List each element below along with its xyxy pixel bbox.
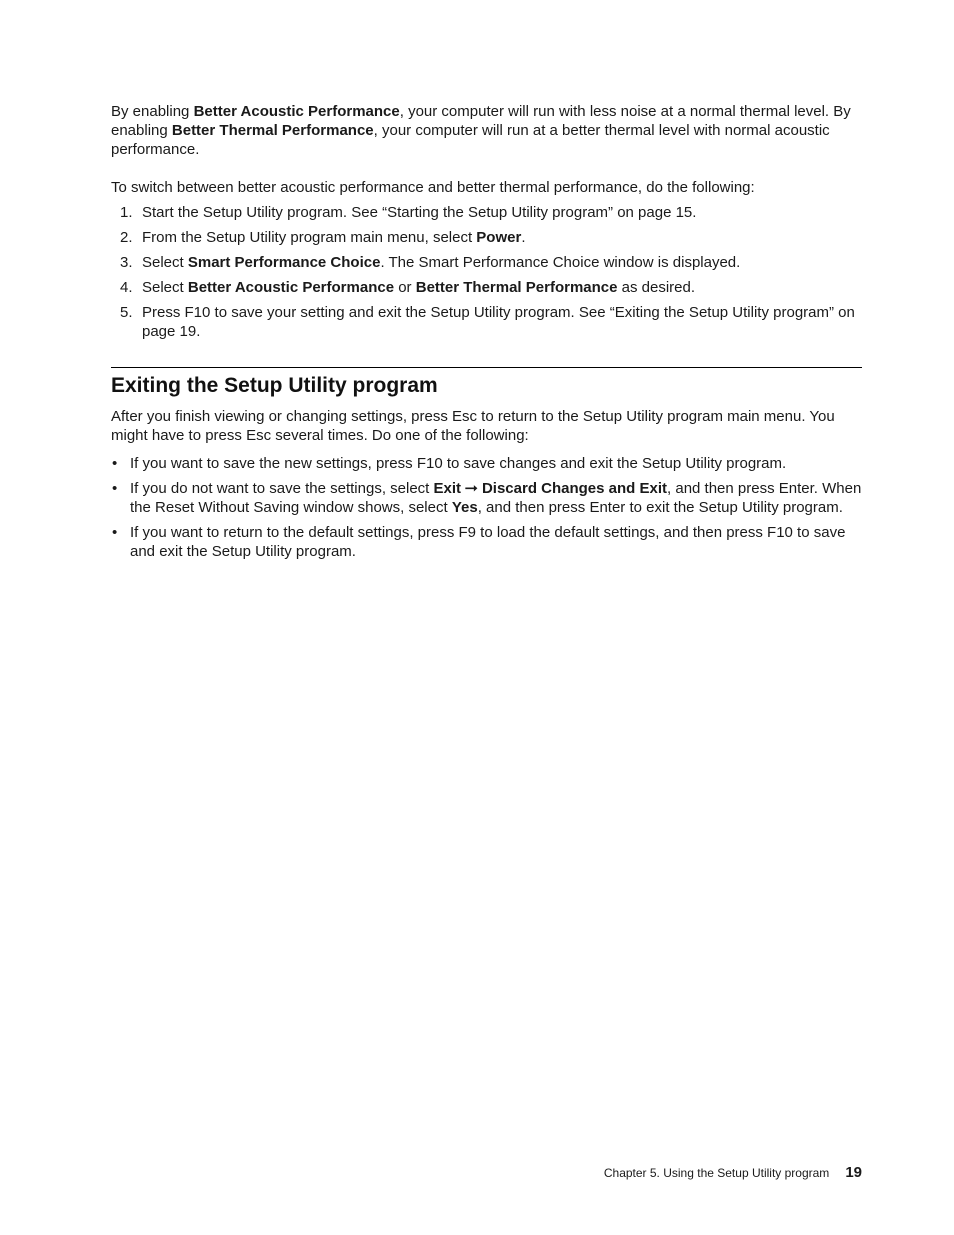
text-run: , and then press Enter to exit the Setup Utility program. [477,499,843,516]
section-divider [111,367,862,368]
step-number: 3. [120,254,133,271]
procedure-intro: To switch between better acoustic performance and better thermal performance, do the following: [111,179,755,196]
step-number: 4. [120,279,133,296]
section-paragraph: After you finish viewing or changing settings, press Esc to return to the Setup Utility program main menu. You might have to press Esc several times. Do one of the following: [111,408,835,444]
bold-term: Smart Performance Choice [187,254,381,271]
text-run: Select [142,279,188,296]
bold-term: Yes [451,499,478,516]
text-run: Start the Setup Utility program. See “Starting the Setup Utility program” on page 15. [142,204,697,221]
bold-term: Better Thermal Performance [171,122,374,139]
text-run: If you want to save the new settings, press F10 to save changes and exit the Setup Utility program. [130,455,787,472]
bullets-list [111,454,862,561]
page-content [111,102,862,567]
text-run: as desired. [617,279,696,296]
step-number: 5. [120,304,133,321]
text-run: If you do not want to save the settings, select [130,480,434,497]
intro-paragraph [111,102,862,159]
list-item [111,253,862,272]
list-item [111,303,862,341]
bullet-icon: • [112,524,118,541]
bullet-icon: • [112,455,118,472]
bold-term: Discard Changes and Exit [481,480,668,497]
step-number: 1. [120,204,133,221]
bold-term: Better Thermal Performance [415,279,618,296]
page-number: 19 [845,1164,862,1181]
bold-term: Exit [433,480,462,497]
list-item [111,228,862,247]
bold-term: Better Acoustic Performance [193,103,400,120]
text-run: From the Setup Utility program main menu, select [142,229,477,246]
list-item [111,523,862,561]
text-run: If you want to return to the default settings, press F9 to load the default settings, and then press F10 to save and exit the Setup Utility program. [130,524,846,560]
text-run: By enabling [111,103,194,120]
bold-term: Power [476,229,522,246]
bullet-icon: • [112,480,118,497]
list-item [111,278,862,297]
steps-list [111,203,862,341]
text-run: , and then press Enter. When the Reset Without Saving window shows, select [130,480,862,516]
arrow-right-icon: ➞ [464,480,479,497]
section-heading: Exiting the Setup Utility program [111,374,438,397]
text-run: , your computer will run with less noise at a normal thermal level. By enabling [111,103,851,139]
footer-chapter: Chapter 5. Using the Setup Utility program [603,1166,830,1180]
text-run: . [521,229,526,246]
list-item [111,454,862,473]
text-run: , your computer will run at a better thermal level with normal acoustic performance. [111,122,830,158]
text-run: Select [142,254,188,271]
text-run: . The Smart Performance Choice window is displayed. [380,254,741,271]
list-item [111,203,862,222]
list-item [111,479,862,517]
text-run: Press F10 to save your setting and exit the Setup Utility program. See “Exiting the Setup Utility program” on page 19. [142,304,855,340]
step-number: 2. [120,229,133,246]
text-run: or [394,279,416,296]
bold-term: Better Acoustic Performance [187,279,395,296]
page-footer [604,1164,862,1182]
